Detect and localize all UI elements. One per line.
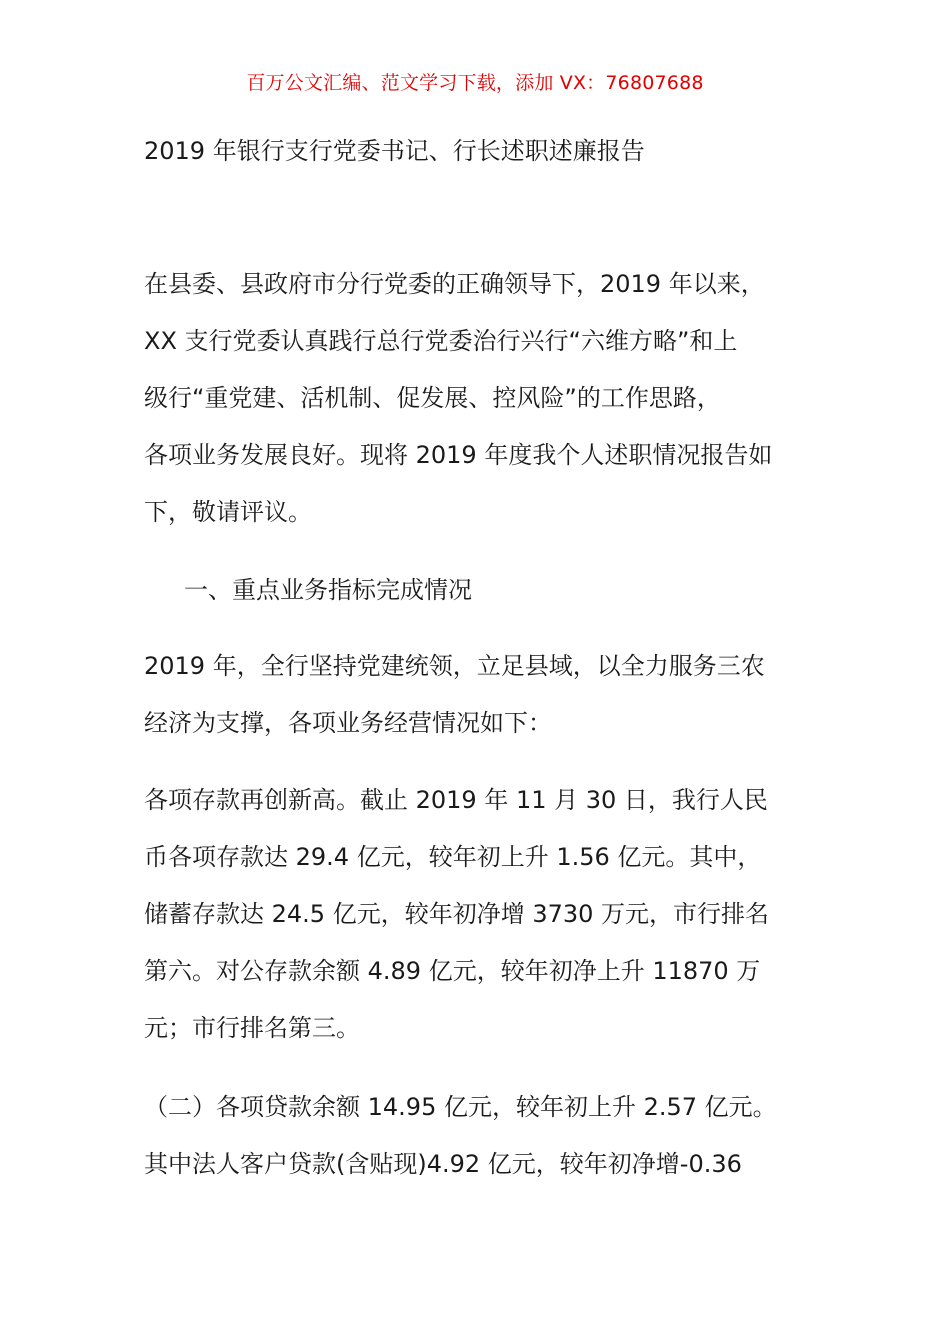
section-heading-1	[184, 562, 852, 619]
text-line: （二）各项贷款余额 14.95 亿元，较年初上升 2.57 亿元。	[144, 1093, 777, 1121]
intro-paragraph	[144, 256, 812, 541]
text-line: 各项存款再创新高。截止 2019 年 11 月 30 日，我行人民	[144, 786, 768, 814]
section-heading-text: 一、重点业务指标完成情况	[184, 576, 472, 604]
text-line: 级行“重党建、活机制、促发展、控风险”的工作思路，	[144, 384, 721, 412]
loans-paragraph	[144, 1079, 812, 1193]
text-line: 币各项存款达 29.4 亿元，较年初上升 1.56 亿元。其中，	[144, 843, 762, 871]
text-line: 下，敬请评议。	[144, 498, 312, 526]
text-line: 元；市行排名第三。	[144, 1014, 360, 1042]
text-line: 各项业务发展良好。现将 2019 年度我个人述职情况报告如	[144, 441, 773, 469]
summary-paragraph	[144, 638, 812, 752]
text-line: XX 支行党委认真践行总行党委治行兴行“六维方略”和上	[144, 327, 738, 355]
text-line: 储蓄存款达 24.5 亿元，较年初净增 3730 万元，市行排名	[144, 900, 770, 928]
document-title: 2019 年银行支行党委书记、行长述职述廉报告	[144, 137, 645, 165]
text-line: 在县委、县政府市分行党委的正确领导下，2019 年以来，	[144, 270, 765, 298]
text-line: 2019 年，全行坚持党建统领，立足县域，以全力服务三农	[144, 652, 765, 680]
text-line: 其中法人客户贷款(含贴现)4.92 亿元，较年初净增-0.36	[144, 1150, 742, 1178]
text-line: 第六。对公存款余额 4.89 亿元，较年初净上升 11870 万	[144, 957, 761, 985]
text-line: 经济为支撑，各项业务经营情况如下：	[144, 709, 552, 737]
header-watermark-note: 百万公文汇编、范文学习下载，添加 VX：76807688	[246, 72, 704, 94]
deposits-paragraph	[144, 772, 812, 1057]
